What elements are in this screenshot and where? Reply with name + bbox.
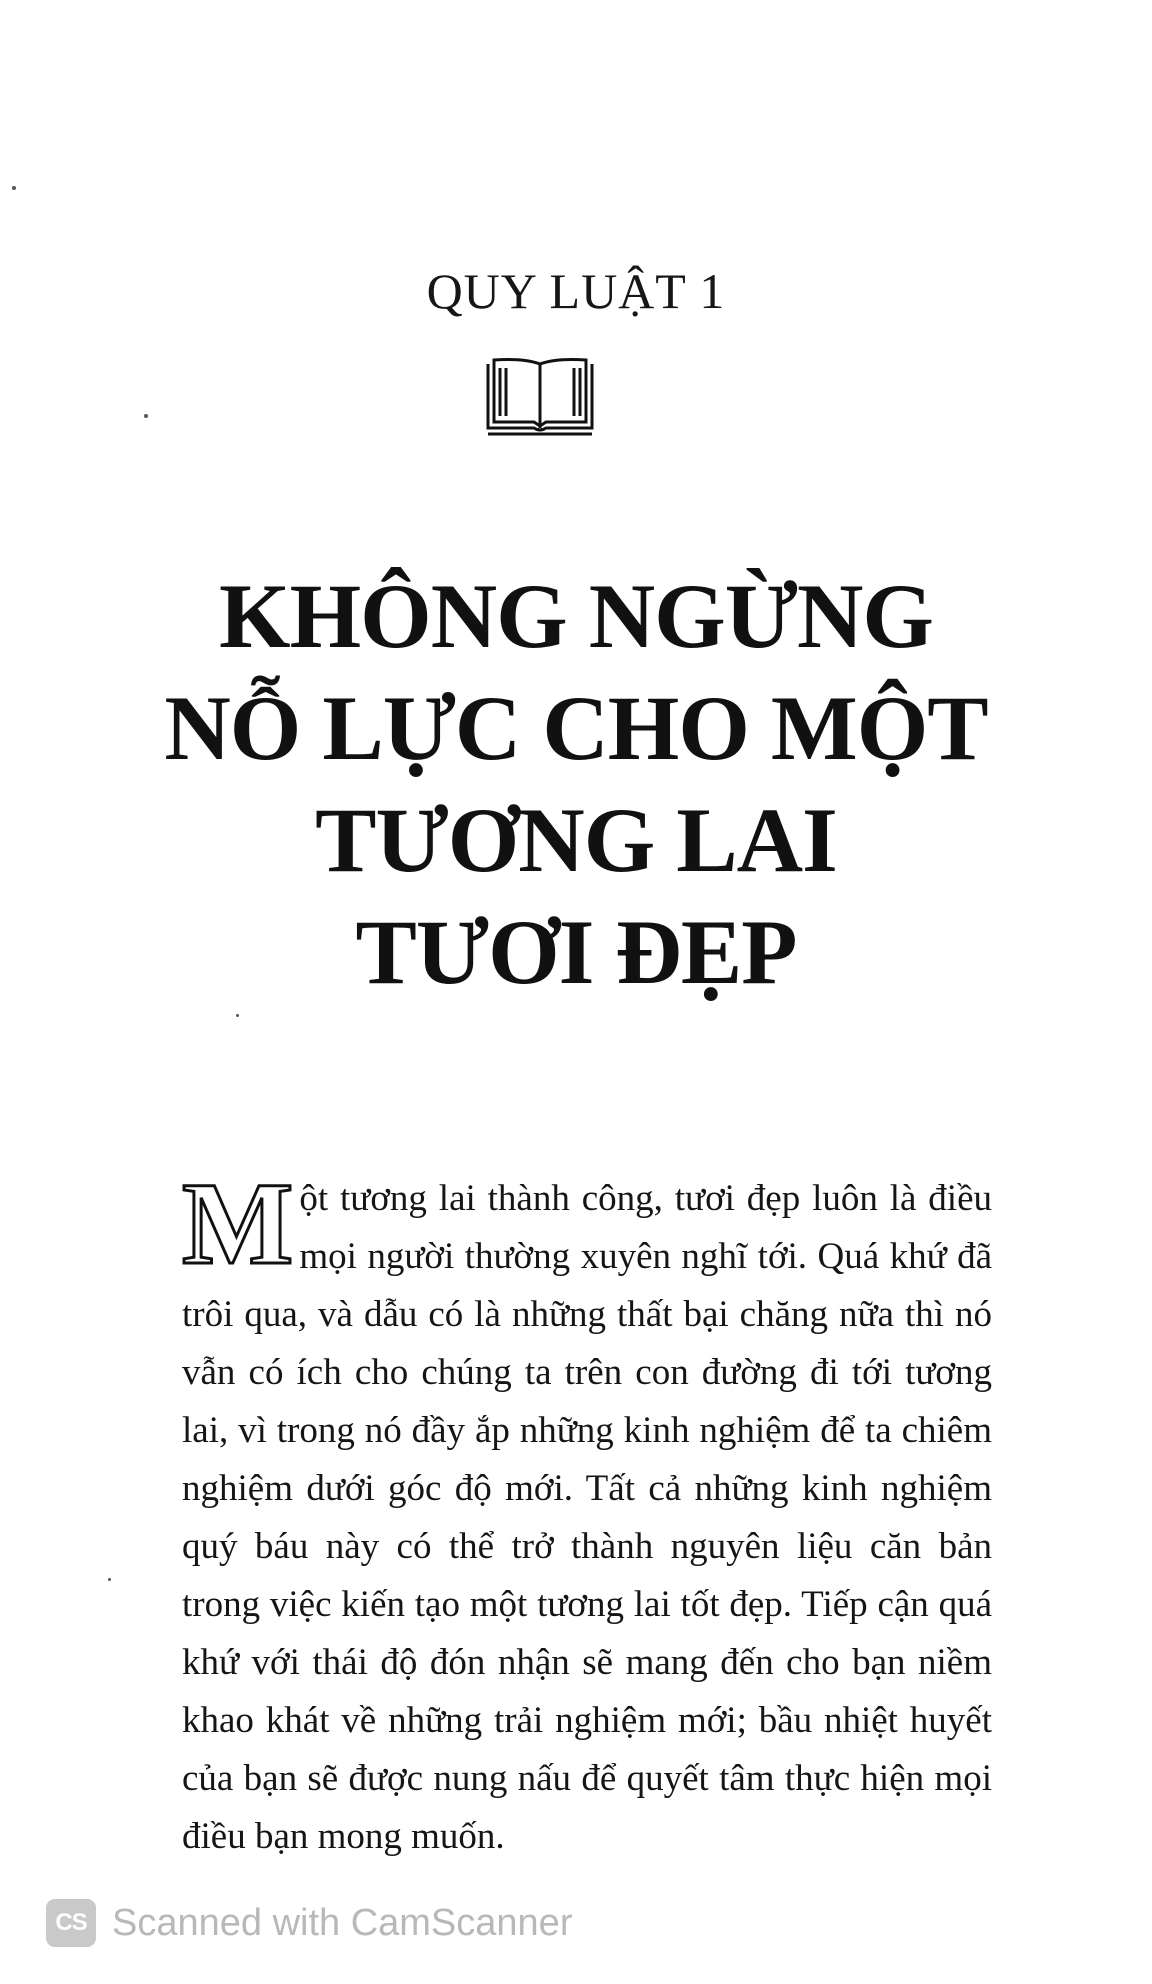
chapter-title-line: NỖ LỰC CHO MỘT [164,677,988,779]
scan-speck [12,186,16,190]
camscanner-logo-icon: CS [46,1899,96,1947]
scan-speck [144,414,148,418]
open-book-icon [484,356,596,440]
scan-speck [236,1014,239,1017]
body-text: ột tương lai thành công, tươi đẹp luôn là điều mọi người thường xuyên nghĩ tới. Quá khứ đã trôi qua, và dẫu có là những thất bại chăng nữa thì nó vẫn có ích cho chúng ta trên con đường đi tới tương lai, vì trong nó đầy ắp những kinh nghiệm để ta chiêm nghiệm dưới góc độ mới. Tất cả những kinh nghiệm quý báu này có thể trở thành nguyên liệu căn bản trong việc kiến tạo một tương lai tốt đẹp. Tiếp cận quá khứ với thái độ đón nhận sẽ mang đến cho bạn niềm khao khát về những trải nghiệm mới; bầu nhiệt huyết của bạn sẽ được nung nấu để quyết tâm thực hiện mọi điều bạn mong muốn. [182,1178,992,1857]
scanned-with-label: Scanned with CamScanner [112,1901,573,1944]
chapter-title-line: TƯƠI ĐẸP [355,901,797,1003]
chapter-title-line: TƯƠNG LAI [315,789,837,891]
camscanner-footer [46,1896,572,1950]
chapter-title [0,560,1152,1008]
body-paragraph [182,1158,992,1866]
drop-cap: M [182,1158,294,1289]
chapter-title-line: KHÔNG NGỪNG [219,565,933,667]
rule-label: QUY LUẬT 1 [426,263,726,319]
scan-speck [108,1578,111,1581]
